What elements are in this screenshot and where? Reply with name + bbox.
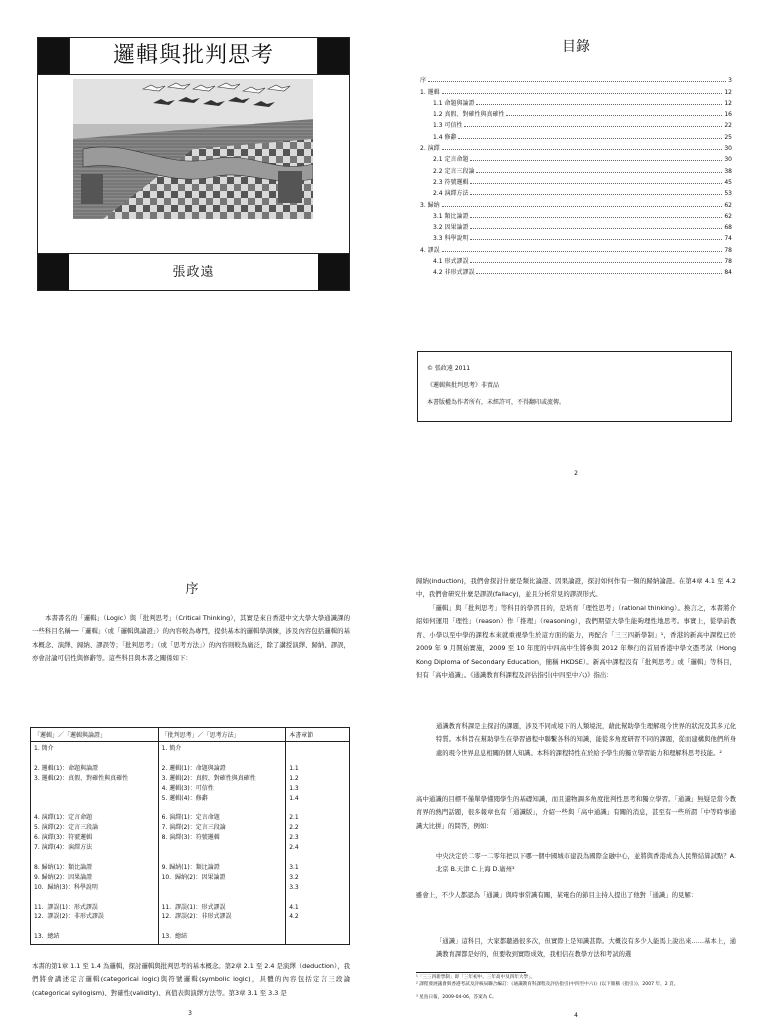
toc-leader-dots (464, 126, 722, 127)
footnote-divider (416, 972, 526, 973)
table-cell: 1. 簡介 2. 邏輯(1)：命題與論證 3. 邏輯(2)：真假、對確性與真確性 4. 邏輯(3)：可信性 5. 邏輯(4)：修辭 6. 演繹(1)：定言命題 7. 演繹(2)：定言三段論 8. 演繹(3)：符號邏輯 9. 歸納(1)：類比論證 10. 歸納(2)：因果論證 11. 謬誤(1)：形式謬誤 12. 謬誤(2)：非形式謬誤 13. 總結 (158, 742, 286, 945)
toc-title: 目錄 (562, 39, 590, 55)
toc-entry-label: 1.2 真假、對確性與真確性 (433, 111, 505, 119)
toc-entry[interactable] (420, 73, 732, 84)
toc-leader-dots (506, 115, 722, 116)
copyright-line: © 張政遠 2011 (427, 365, 471, 372)
toc-entry-label: 2.1 定言命題 (433, 156, 469, 164)
toc-entry-label: 4.2 非形式謬誤 (433, 269, 475, 277)
toc-entry-page: 78 (724, 246, 732, 254)
toc-entry-page: 30 (724, 145, 732, 153)
toc-entry[interactable] (420, 197, 732, 208)
toc-entry[interactable] (420, 84, 732, 95)
table-header: 本書章節 (286, 728, 350, 742)
footnote: ¹「三三四新學制」即「三年初中、三年高中及四年大學」。 (416, 975, 535, 980)
toc-entry[interactable] (420, 231, 732, 242)
quote-block: 通識教育科課是主探討的課題，涉及不同成境下的人類境況，藉此幫助學生理解現今世界的狀況及其多元化特質。本科旨在幫助學生在學習過程中聯繫各科的知識，能從多角度研習不同的課題，從而建構與他們所身處的現今世界息息相關的個人知識。本科的課程特性在於給予學生的獨立學習能力和理解科思考技能。² (436, 723, 736, 757)
toc-entry-page: 16 (724, 111, 732, 119)
toc-leader-dots (428, 81, 726, 82)
course-mapping-table (30, 727, 350, 945)
toc-entry-page: 25 (724, 133, 732, 141)
toc-entry-page: 84 (724, 269, 732, 277)
toc-entry-page: 62 (724, 212, 732, 220)
toc-list (420, 73, 732, 276)
toc-entry-page: 45 (724, 178, 732, 186)
cover-frame (37, 37, 350, 291)
toc-leader-dots (470, 228, 722, 229)
toc-leader-dots (470, 262, 722, 263)
footnote: ² 課程發展議會與香港考試及評核局聯合編訂：《通識教育科課程及評估指引(中四至中六)》(以下簡稱《指引》)，2007 年，2 頁。 (416, 982, 679, 987)
toc-entry[interactable] (420, 129, 732, 140)
toc-entry-label: 3.3 科學說明 (433, 235, 469, 243)
toc-entry-page: 3 (728, 77, 732, 85)
toc-leader-dots (458, 138, 722, 139)
toc-entry-label: 2.3 符號邏輯 (433, 178, 469, 186)
corner-block (318, 254, 349, 290)
toc-entry-label: 2.4 演繹方法 (433, 190, 469, 198)
toc-entry-label: 2. 演繹 (420, 145, 440, 153)
table-cell: 1.1 1.2 1.3 1.4 2.1 2.2 2.3 2.4 3.1 3.2 3.3 4.1 4.2 (286, 742, 350, 945)
toc-entry[interactable] (420, 186, 732, 197)
table-cell: 1. 簡介 2. 邏輯(1)：命題與論證 3. 邏輯(2)：真假、對確性與真確性 4. 演繹(1)：定言命題 5. 演繹(2)：定言三段論 6. 演繹(3)：符號邏輯 7. 演繹(4)：演繹方法 8. 歸納(1)：類比論證 9. 歸納(2)：因果論證 10. 歸納(3)：科學說明 11. 謬誤(1)：形式謬誤 12. 謬誤(2)：非形式謬誤 13. 總結 (31, 742, 159, 945)
toc-entry-label: 1.3 可信性 (433, 122, 463, 130)
body-page (384, 512, 768, 1024)
toc-entry-label: 序 (420, 77, 427, 85)
toc-entry-label: 3. 歸納 (420, 201, 440, 209)
toc-entry-page: 22 (724, 122, 732, 130)
toc-entry[interactable] (420, 96, 732, 107)
toc-entry-page: 78 (724, 258, 732, 266)
body-paragraph: 歸納(induction)，我們會探討什麼是類比論證、因果論證，探討如何作有一類的歸納論證。在第4章 4.1 至 4.2 中，我們會研究什麼是謬誤(fallacy)，並且分析常見的謬誤形式。 (416, 577, 736, 599)
toc-entry[interactable] (420, 141, 732, 152)
toc-entry-page: 62 (724, 201, 732, 209)
toc-entry-label: 1.1 命題與論證 (433, 99, 475, 107)
body-paragraph: 「邏輯」與「批判思考」等科目的學習目的，是培育「理性思考」（rational thinking）。換言之，本書將介紹如何運用「理性」（reason）作「推理」（reasoning），我們期望大學生能夠理性地思考。事實上，從學前教育、小學以至中學的課程本來就重視學生於這方面的能力，再配合「三三四新學制」¹，香港的新高中課程已於 2009 年 9 月開始實施，2009 至 10 年度的中四高中生將參與 2012 年舉行的首屆香港中學文憑考試（Hong Kong Diploma of Secondary Education，簡稱 HKDSE）。新高中課程沒有「批判思考」或「邏輯」等科目，但有「高中通識」。《通識教育科課程及評估指引(中四至中六)》指出： (416, 604, 736, 680)
toc-entry-page: 30 (724, 156, 732, 164)
toc-leader-dots (476, 273, 722, 274)
cover-artwork-image (73, 79, 313, 219)
toc-entry-label: 1.4 修辭 (433, 133, 457, 141)
toc-leader-dots (470, 217, 722, 218)
toc-leader-dots (442, 251, 723, 252)
toc-entry[interactable] (420, 242, 732, 253)
toc-entry-label: 4.1 形式謬誤 (433, 258, 469, 266)
footnote: ³ 星島日報，2009-04-06，答案為 C。 (416, 995, 497, 1000)
toc-entry-label: 2.2 定言三段論 (433, 167, 475, 175)
toc-entry-page: 38 (724, 167, 732, 175)
toc-entry[interactable] (420, 254, 732, 265)
corner-block (38, 38, 69, 74)
preface-paragraph: 本書書名的「邏輯」（Logic）與「批判思考」（Critical Thinking），其實是來自香港中文大學大學通識課的一些科目名稱──「邏輯」（或「邏輯與論證」）的內容較為專門，提供基本的邏輯學訓練，涉及內容包括邏輯的基本概念、演繹、歸納、謬誤等；「批判思考」（或「思考方法」）的內容則較為廣泛，除了講授演繹、歸納、謬誤，亦會討論可信性與修辭等。這些科目與本書之關係如下： (32, 614, 350, 663)
toc-leader-dots (470, 160, 722, 161)
toc-entry[interactable] (420, 152, 732, 163)
toc-entry-label: 3.1 類比論證 (433, 212, 469, 220)
copyright-line: 本書版權為作者所有，未經許可，不得翻印或流傳。 (427, 399, 566, 406)
toc-leader-dots (442, 149, 723, 150)
table-header: 「批判思考」／「思考方法」 (158, 728, 286, 742)
quote-block: 中央決定於二零一二零年把以下哪一個中國城市建設為國際金融中心，並將與香港成為人民幣結算試點？A.北京 B.天津 C.上海 D.廣州³ (436, 853, 736, 874)
body-paragraph: 雖會上，不少人都認為「通識」與時事常識有關，某電台的節目主持人提出了他對「通識」的見解： (416, 891, 698, 899)
toc-entry-page: 74 (724, 235, 732, 243)
toc-entry-page: 53 (724, 190, 732, 198)
toc-entry[interactable] (420, 265, 732, 276)
toc-entry[interactable] (420, 175, 732, 186)
cover-artwork-area (38, 74, 349, 254)
toc-leader-dots (476, 104, 722, 105)
page-number: 2 (574, 470, 578, 477)
toc-entry[interactable] (420, 163, 732, 174)
copyright-box (417, 351, 732, 422)
toc-entry-page: 12 (724, 99, 732, 107)
cover-page (0, 0, 384, 512)
toc-leader-dots (470, 183, 722, 184)
copyright-line: 《邏輯與批判思考》非賣品 (427, 382, 500, 389)
preface-paragraph: 本書的第1章 1.1 至 1.4 為邏輯，探討邏輯與批判思考的基本概念。第2章 2.1 至 2.4 是演繹（deduction），我們將會講述定言邏輯(categorical logic)與符號邏輯(symbolic logic)，具體的內容包括定言三段論(categorical syllogism)、對確性(validity)、真值表與演繹方法等。第3章 3.1 至 3.3 是 (32, 962, 350, 997)
toc-entry[interactable] (420, 107, 732, 118)
toc-page (384, 0, 768, 512)
corner-block (318, 38, 349, 74)
toc-leader-dots (442, 206, 723, 207)
page-number: 4 (574, 1012, 578, 1019)
quote-block: 「通識」這科目，大家都聽過很多次，但實際上是知識甚際。大概沒有多少人能馬上說出來……基本上，通識教育課都是好的，但要收到實際成效，我相信在教學方法和考試的選 (436, 938, 736, 959)
corner-block (38, 254, 69, 290)
table-header: 「邏輯」／「邏輯與論證」 (31, 728, 159, 742)
toc-entry[interactable] (420, 118, 732, 129)
preface-title: 序 (185, 582, 199, 597)
book-title: 邏輯與批判思考 (69, 38, 318, 74)
preface-page (0, 512, 384, 1024)
book-author: 張政遠 (172, 265, 215, 280)
page-number: 3 (188, 1010, 192, 1017)
toc-leader-dots (470, 239, 722, 240)
toc-entry-label: 1. 邏輯 (420, 88, 440, 96)
toc-entry-label: 3.2 因果論證 (433, 224, 469, 232)
toc-entry-label: 4. 謬誤 (420, 246, 440, 254)
toc-entry-page: 68 (724, 224, 732, 232)
body-paragraph: 高中通識的目標不僅單學懂閱學生的基礎知識，而且還物調多角度批判性思考和獨立學習。「通識」無疑是當今教育界的熱門話題，很多報章也有「通識版」，介紹一些與「高中通識」有關的消息，甚至有一些所謂「中等時事通識大比拼」的問答，例如： (416, 795, 736, 830)
toc-entry-page: 12 (724, 88, 732, 96)
toc-leader-dots (470, 194, 722, 195)
toc-leader-dots (442, 93, 723, 94)
toc-entry[interactable] (420, 220, 732, 231)
toc-leader-dots (476, 172, 722, 173)
toc-entry[interactable] (420, 209, 732, 220)
